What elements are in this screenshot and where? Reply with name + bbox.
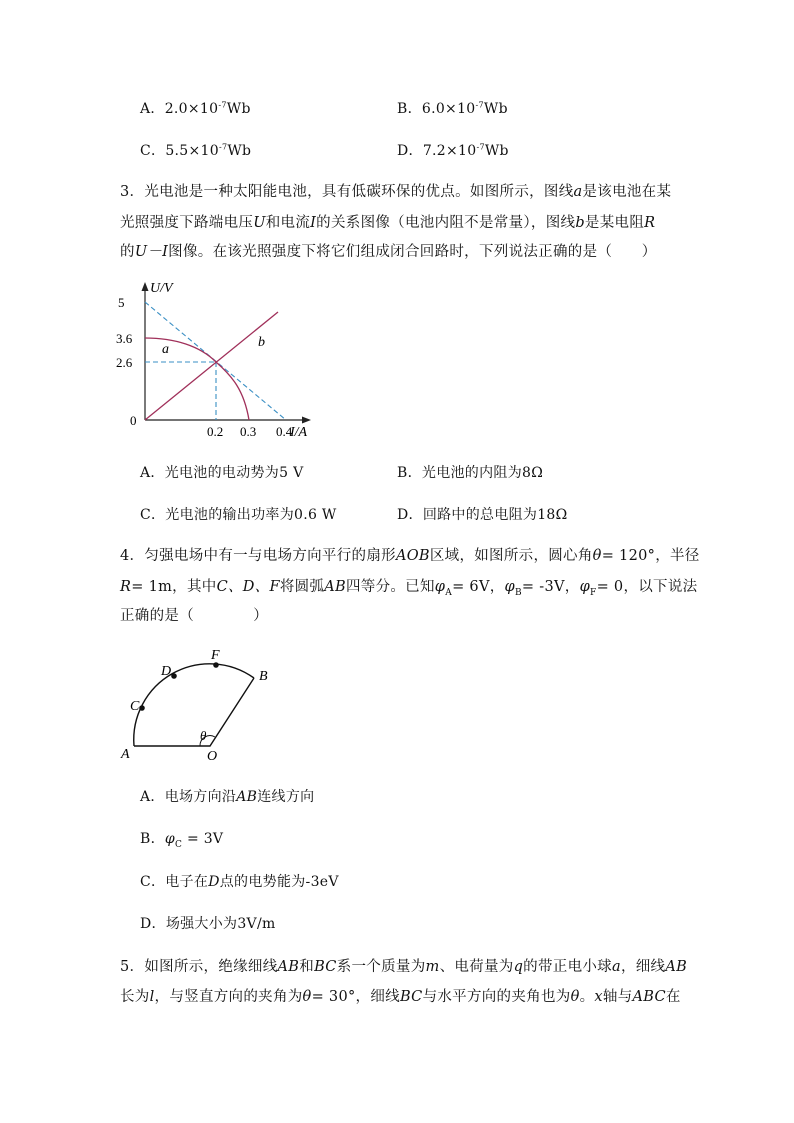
q4-sector-figure xyxy=(112,644,282,766)
label-f: F xyxy=(211,648,220,663)
y-tick-2-6: 2.6 xyxy=(116,355,133,370)
y-tick-0: 0 xyxy=(130,413,137,428)
q3-stem-line2: 光照强度下路端电压U和电流I的关系图像（电池内阻不是常量），图线b是某电阻R xyxy=(120,215,656,231)
point-d xyxy=(171,673,177,679)
line-b-label: b xyxy=(258,335,265,350)
q2-option-b: B．$6.0\times 10^{-7}Wb$ xyxy=(397,100,508,117)
q5-stem-line1: 5．如图所示，绝缘细线AB和BC系一个质量为m、电荷量为q的带正电小球a，细线AB xyxy=(120,959,688,975)
sector-radii xyxy=(134,678,254,746)
q4-option-a: A．电场方向沿AB连线方向 xyxy=(140,789,315,805)
q4-stem-line1: 4．匀强电场中有一与电场方向平行的扇形AOB区域，如图所示，圆心角θ= 120°，半径 xyxy=(120,548,700,564)
y-axis-arrow xyxy=(142,282,149,291)
q3-stem-line3: 的U－I图像。在该光照强度下将它们组成闭合回路时，下列说法正确的是（ ） xyxy=(120,244,657,260)
q4-stem-line3: 正确的是（ ） xyxy=(120,608,268,624)
x-tick-0-4: 0.4 xyxy=(276,424,293,439)
q3-option-d: D．回路中的总电阻为18Ω xyxy=(397,507,568,523)
q5-stem-line2: 长为l，与竖直方向的夹角为θ= 30°，细线BC与水平方向的夹角也为θ。x轴与ABC在 xyxy=(120,989,681,1005)
q3-option-a: A．光电池的电动势为5 V xyxy=(140,465,304,481)
curve-a-label: a xyxy=(162,342,169,357)
q4-option-d: D．场强大小为3V/m xyxy=(140,916,276,932)
x-axis-label: I/A xyxy=(290,425,308,440)
y-tick-5: 5 xyxy=(118,295,125,310)
label-d: D xyxy=(161,664,172,679)
q2-option-d: D．$7.2\times 10^{-7}Wb$ xyxy=(397,142,509,159)
q4-option-b: B．$\varphi_C = 3V$ xyxy=(140,831,224,850)
label-c: C xyxy=(130,699,140,714)
y-axis-label: U/V xyxy=(150,281,173,296)
label-b: B xyxy=(259,669,268,684)
q3-ui-graph xyxy=(110,278,350,443)
x-axis-arrow xyxy=(302,417,311,424)
point-f xyxy=(213,662,219,668)
q2-option-a: A．$2.0\times 10^{-7}Wb$ xyxy=(140,100,251,117)
label-a: A xyxy=(121,747,130,762)
q3-option-c: C．光电池的输出功率为0.6 W xyxy=(140,507,337,523)
q3-option-b: B．光电池的内阻为8Ω xyxy=(397,465,544,481)
q4-stem-line2: R= 1m，其中C、D、F将圆弧AB四等分。已知$\varphi_A= 6V$，$\varphi_B= -3V$，$\varphi_F= 0$，以下说法 xyxy=(120,579,698,598)
q2-option-c: C．$5.5\times 10^{-7}Wb$ xyxy=(140,142,252,159)
line-b xyxy=(145,312,278,420)
q3-stem-line1: 3．光电池是一种太阳能电池，具有低碳环保的优点。如图所示，图线a是该电池在某 xyxy=(120,184,672,200)
x-tick-0-3: 0.3 xyxy=(240,424,257,439)
point-c xyxy=(139,705,145,711)
label-theta: θ xyxy=(200,728,207,743)
y-tick-3-6: 3.6 xyxy=(116,331,133,346)
label-o: O xyxy=(207,749,218,764)
q4-option-c: C．电子在D点的电势能为-3eV xyxy=(140,874,339,890)
x-tick-0-2: 0.2 xyxy=(207,424,224,439)
